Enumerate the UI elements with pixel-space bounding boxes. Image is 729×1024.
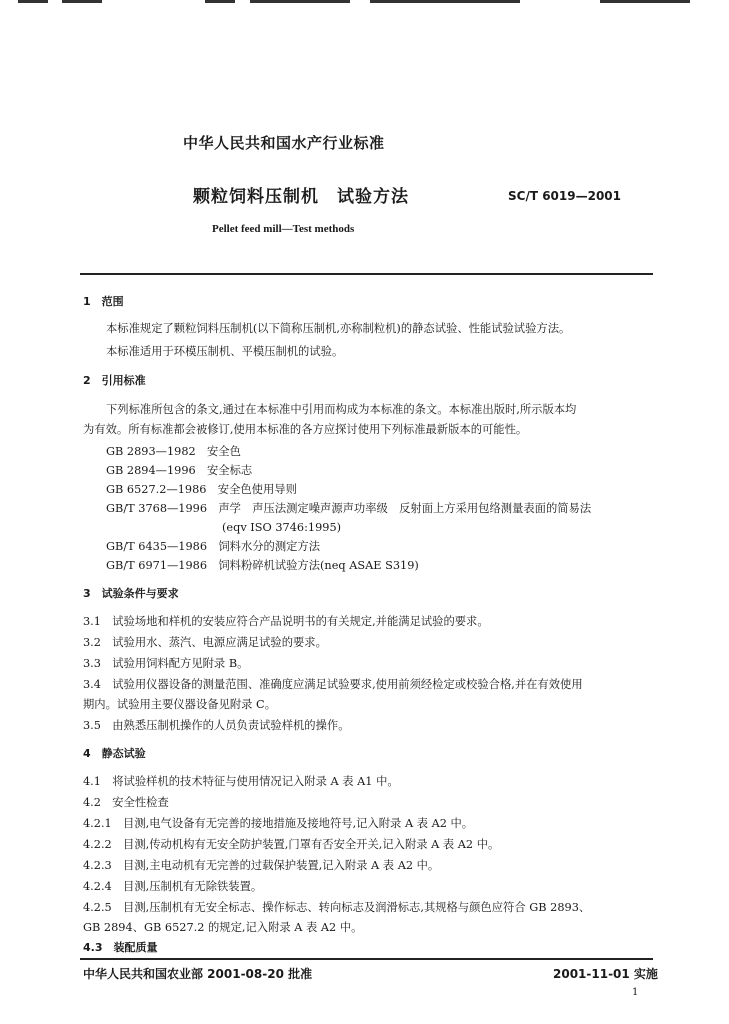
clause-item-continuation: GB 2894、GB 6527.2 的规定,记入附录 A 表 A2 中。 — [83, 921, 363, 934]
clause-item-continuation: 期内。试验用主要仪器设备见附录 C。 — [83, 698, 276, 711]
reference-item: GB 2894—1996 安全标志 — [106, 464, 253, 477]
reference-item: GB 2893—1982 安全色 — [106, 445, 241, 458]
issuer-line: 中华人民共和国农业部 2001-08-20 批准 — [83, 967, 313, 981]
section-1-paragraph: 本标准适用于环模压制机、平模压制机的试验。 — [106, 345, 344, 358]
clause-item: 4.3 装配质量 — [83, 941, 158, 954]
section-2-intro: 为有效。所有标准都会被修订,使用本标准的各方应探讨使用下列标准最新版本的可能性。 — [83, 423, 528, 436]
industry-standard-title: 中华人民共和国水产行业标准 — [183, 134, 385, 152]
clause-item: 3.4 试验用仪器设备的测量范围、准确度应满足试验要求,使用前须经检定或校验合格,并在有效使用 — [83, 678, 583, 691]
scan-edge-mark — [600, 0, 690, 3]
reference-item-continuation: (eqv ISO 3746:1995) — [222, 521, 342, 534]
page-number: 1 — [632, 987, 639, 998]
reference-item: GB/T 6971—1986 饲料粉碎机试验方法(neq ASAE S319) — [106, 559, 419, 572]
clause-item: 4.2.3 目测,主电动机有无完善的过载保护装置,记入附录 A 表 A2 中。 — [83, 859, 440, 872]
clause-item: 3.2 试验用水、蒸汽、电源应满足试验的要求。 — [83, 636, 327, 649]
scan-edge-mark — [370, 0, 520, 3]
clause-item: 4.2.5 目测,压制机有无安全标志、操作标志、转向标志及润滑标志,其规格与颜色应符合 GB 2893、 — [83, 901, 591, 914]
section-4-heading: 4 静态试验 — [83, 747, 146, 760]
clause-item: 4.1 将试验样机的技术特征与使用情况记入附录 A 表 A1 中。 — [83, 775, 399, 788]
footer-divider — [80, 958, 653, 960]
section-1-paragraph: 本标准规定了颗粒饲料压制机(以下简称压制机,亦称制粒机)的静态试验、性能试验试验方法。 — [106, 322, 571, 335]
scan-edge-mark — [62, 0, 102, 3]
document-title-english: Pellet feed mill—Test methods — [212, 223, 355, 235]
reference-item: GB/T 3768—1996 声学 声压法测定噪声源声功率级 反射面上方采用包络测量表面的简易法 — [106, 502, 592, 515]
section-1-heading: 1 范围 — [83, 295, 124, 308]
section-3-heading: 3 试验条件与要求 — [83, 587, 179, 600]
header-divider — [80, 273, 653, 275]
reference-item: GB 6527.2—1986 安全色使用导则 — [106, 483, 297, 496]
standard-code: SC/T 6019—2001 — [508, 189, 621, 203]
clause-item: 4.2 安全性检查 — [83, 796, 169, 809]
reference-item: GB/T 6435—1986 饲料水分的测定方法 — [106, 540, 321, 553]
clause-item: 4.2.4 目测,压制机有无除铁装置。 — [83, 880, 263, 893]
clause-item: 3.3 试验用饲料配方见附录 B。 — [83, 657, 249, 670]
scan-edge-mark — [205, 0, 235, 3]
effective-date: 2001-11-01 实施 — [553, 967, 658, 981]
clause-item: 3.5 由熟悉压制机操作的人员负责试验样机的操作。 — [83, 719, 350, 732]
clause-item: 4.2.1 目测,电气设备有无完善的接地措施及接地符号,记入附录 A 表 A2 中。 — [83, 817, 474, 830]
clause-item: 3.1 试验场地和样机的安装应符合产品说明书的有关规定,并能满足试验的要求。 — [83, 615, 489, 628]
clause-item: 4.2.2 目测,传动机构有无安全防护装置,门罩有否安全开关,记入附录 A 表 A2 中。 — [83, 838, 500, 851]
document-title: 颗粒饲料压制机 试验方法 — [193, 187, 409, 207]
scan-edge-mark — [18, 0, 48, 3]
scan-edge-mark — [250, 0, 350, 3]
section-2-heading: 2 引用标准 — [83, 374, 146, 387]
section-2-intro: 下列标准所包含的条文,通过在本标准中引用而构成为本标准的条文。本标准出版时,所示版本均 — [106, 403, 577, 416]
